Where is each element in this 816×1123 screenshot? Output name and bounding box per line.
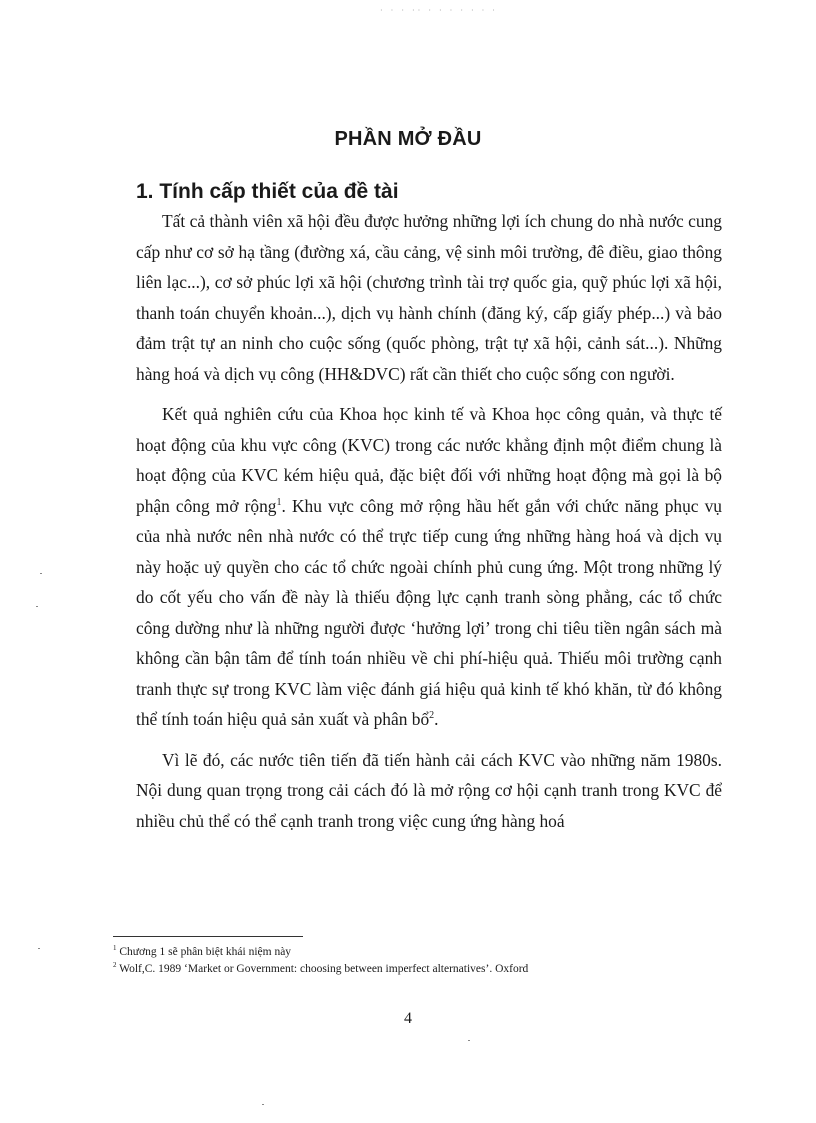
- paragraph-1: Tất cả thành viên xã hội đều được hưởng những lợi ích chung do nhà nước cung cấp như cơ sở hạ tầng (đường xá, cầu cảng, vệ sinh môi trường, đê điều, giao thông liên lạc...), cơ sở phúc lợi xã hội (chương trình tài trợ quốc gia, quỹ phúc lợi xã hội, thanh toán chuyển khoản...), dịch vụ hành chính (đăng ký, cấp giấy phép...) và bảo đảm trật tự an ninh cho cuộc sống (quốc phòng, trật tự xã hội, cảnh sát...). Những hàng hoá và dịch vụ công (HH&DVC) rất cần thiết cho cuộc sống con người.: [136, 211, 722, 384]
- section-title: PHẦN MỞ ĐẦU: [334, 128, 482, 150]
- scan-speck: [40, 573, 42, 574]
- footnotes: [113, 944, 733, 978]
- scan-speck: [38, 948, 40, 949]
- scan-speck: [468, 1040, 470, 1041]
- paragraph-2-part3: .: [434, 709, 439, 729]
- footnote-1: [113, 944, 733, 961]
- scan-speck: [36, 606, 38, 607]
- footnote-2-mark: 2: [113, 961, 117, 970]
- footnote-2: [113, 961, 733, 978]
- footnote-2-text: Wolf,C. 1989 ‘Market or Government: choosing between imperfect alternatives’. Oxford: [119, 963, 529, 975]
- footnote-ref-2[interactable]: 2: [429, 710, 435, 722]
- paragraph-3: Vì lẽ đó, các nước tiên tiến đã tiến hành cải cách KVC vào những năm 1980s. Nội dung quan trọng trong cải cách đó là mở rộng cơ hội cạnh tranh trong KVC để nhiều chủ thể có thể cạnh tranh trong việc cung ứng hàng hoá: [136, 749, 722, 831]
- paragraph-2-part1: Kết quả nghiên cứu của Khoa học kinh tế và Khoa học công quản, và thực tế hoạt động của khu vực công (KVC) trong các nước khẳng định một điểm chung là hoạt động của KVC kém hiệu quả, đặc biệt đối với những hoạt động mà gọi là bộ phận công mở rộng: [136, 404, 722, 516]
- heading: 1. Tính cấp thiết của đề tài: [136, 180, 399, 203]
- paragraph-2: [136, 399, 722, 735]
- footnote-divider: [113, 936, 303, 937]
- footnote-1-text: Chương 1 sẽ phân biệt khái niệm này: [119, 946, 292, 958]
- scan-artifact: · · · ·· · · · · · · ·: [380, 6, 498, 15]
- scan-speck: [262, 1104, 264, 1105]
- page-number: 4: [404, 1010, 412, 1027]
- paragraph-2-part2: . Khu vực công mở rộng hầu hết gắn với chức năng phục vụ của nhà nước nên nhà nước có thể trực tiếp cung ứng những hàng hoá và dịch vụ này hoặc uỷ quyền cho các tổ chức ngoài chính phủ cung ứng. Một trong những lý do cốt yếu cho vấn đề này là thiếu động lực cạnh tranh sòng phẳng, các tổ chức công dường như là những người được ‘hưởng lợi’ trong chi tiêu tiền ngân sách mà không cần bận tâm để tính toán nhiều về chi phí-hiệu quả. Thiếu môi trường cạnh tranh thực sự trong KVC làm việc đánh giá hiệu quả kinh tế khó khăn, từ đó không thể tính toán hiệu quả sản xuất và phân bổ: [136, 495, 722, 729]
- footnote-1-mark: 1: [113, 944, 117, 953]
- body-text: [136, 206, 722, 836]
- footnote-ref-1[interactable]: 1: [276, 496, 282, 508]
